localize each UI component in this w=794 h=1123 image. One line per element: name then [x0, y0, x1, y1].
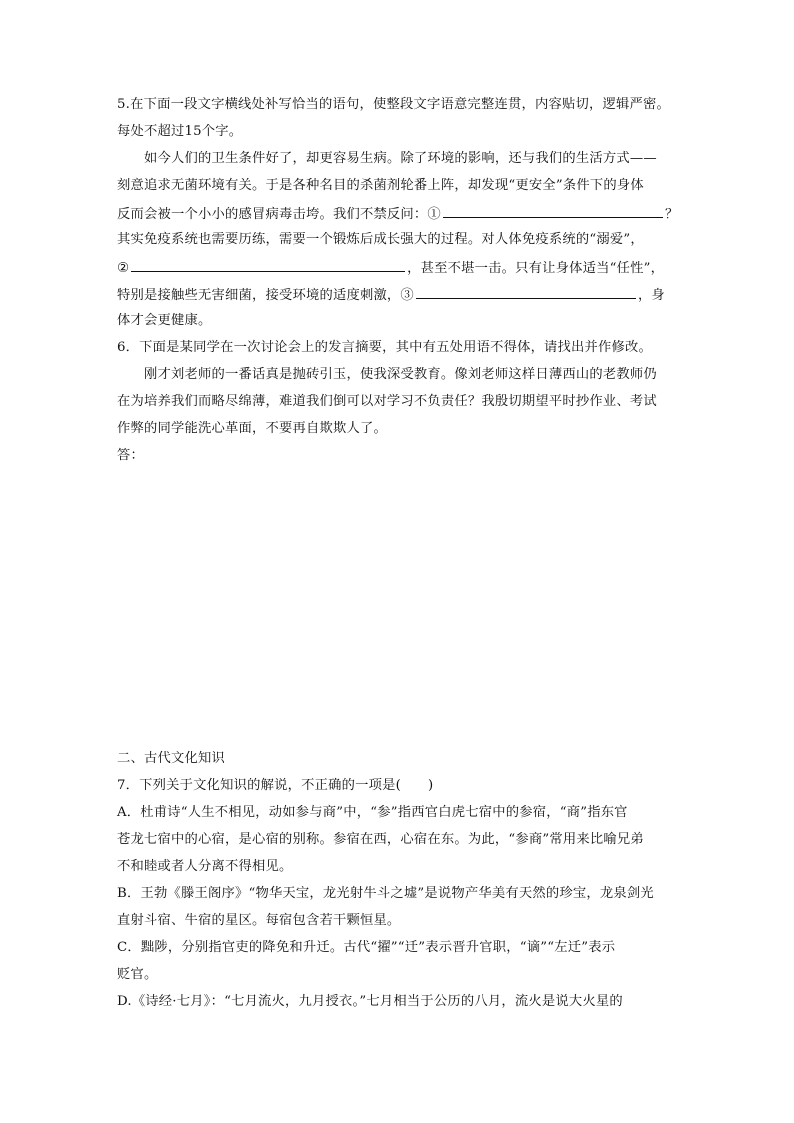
section-heading: 二、古代文化知识 — [117, 751, 225, 766]
q5-passage-line3 — [117, 204, 678, 224]
q6-passage-line2: 在为培养我们而略尽绵薄，难道我们倒可以对学习不负责任？我殷切期望平时抄作业、考试 — [117, 394, 657, 409]
q7-option-b-line1: B．王勃《滕王阁序》“物华天宝，龙光射牛斗之墟”是说物产华美有天然的珍宝，龙泉剑光 — [117, 886, 654, 901]
q5-passage-line1: 如今人们的卫生条件好了，却更容易生病。除了环境的影响，还与我们的生活方式—— — [144, 151, 657, 166]
q7-option-a-line1: A．杜甫诗“人生不相见，动如参与商”中，“参”指西官白虎七宿中的参宿，“商”指东官 — [117, 805, 628, 820]
q7-option-a-line2: 苍龙七宿中的心宿，是心宿的别称。参宿在西，心宿在东。为此，“参商”常用来比喻兄弟 — [117, 832, 644, 847]
q5-passage-line6-end: ，身 — [637, 288, 665, 303]
q5-passage-line6 — [117, 285, 665, 305]
fill-blank-2[interactable] — [131, 258, 405, 272]
q5-passage-line4: 其实免疫系统也需要历练，需要一个锻炼后成长强大的过程。对人体免疫系统的“溺爱”， — [117, 232, 644, 247]
q7-option-c-line1: C．黜陟，分别指官吏的降免和升迁。古代“擢”“迁”表示晋升官职，“谪”“左迁”表示 — [117, 940, 616, 955]
q6-passage-line1: 刚才刘老师的一番话真是抛砖引玉，使我深受教育。像刘老师这样日薄西山的老教师仍 — [144, 367, 657, 382]
q5-passage-line5-text: ，甚至不堪一击。只有让身体适当“任性”， — [407, 261, 665, 276]
fill-blank-3[interactable] — [416, 285, 636, 299]
q5-prompt-line2: 每处不超过15个字。 — [117, 124, 243, 139]
q6-answer-label: 答： — [117, 448, 144, 463]
q7-option-d-line1: D.《诗经·七月》：“七月流火，九月授衣。”七月相当于公历的八月，流火是说大火星的 — [117, 994, 623, 1009]
q5-passage-line5-marker: ② — [117, 261, 130, 276]
q6-passage-line3: 作弊的同学能洗心革面，不要再自欺欺人了。 — [117, 421, 387, 436]
q5-passage-line6-text: 特别是接触些无害细菌，接受环境的适度刺激，③ — [117, 288, 414, 303]
q7-option-c-line2: 贬官。 — [117, 967, 158, 982]
q7-option-a-line3: 不和睦或者人分离不得相见。 — [117, 859, 293, 874]
fill-blank-1[interactable] — [443, 204, 663, 218]
q5-passage-line2: 刻意追求无菌环境有关。于是各种名目的杀菌剂轮番上阵，却发现“更安全”条件下的身体 — [117, 178, 644, 193]
q6-answer-area[interactable] — [117, 470, 677, 740]
q5-passage-line5 — [117, 258, 664, 278]
q5-prompt-line1: 5.在下面一段文字横线处补写恰当的语句，使整段文字语意完整连贯，内容贴切，逻辑严密。 — [117, 97, 670, 112]
q6-prompt: 6．下面是某同学在一次讨论会上的发言摘要，其中有五处用语不得体，请找出并作修改。 — [117, 340, 653, 355]
q5-passage-line3-end: ？ — [664, 207, 679, 222]
q7-prompt: 7．下列关于文化知识的解说，不正确的一项是( ) — [117, 778, 434, 793]
q7-option-b-line2: 直射斗宿、牛宿的星区。每宿包含若干颗恒星。 — [117, 913, 401, 928]
q5-passage-line3-text: 反而会被一个小小的感冒病毒击垮。我们不禁反问：① — [117, 207, 441, 222]
q5-passage-line7: 体才会更健康。 — [117, 313, 212, 328]
